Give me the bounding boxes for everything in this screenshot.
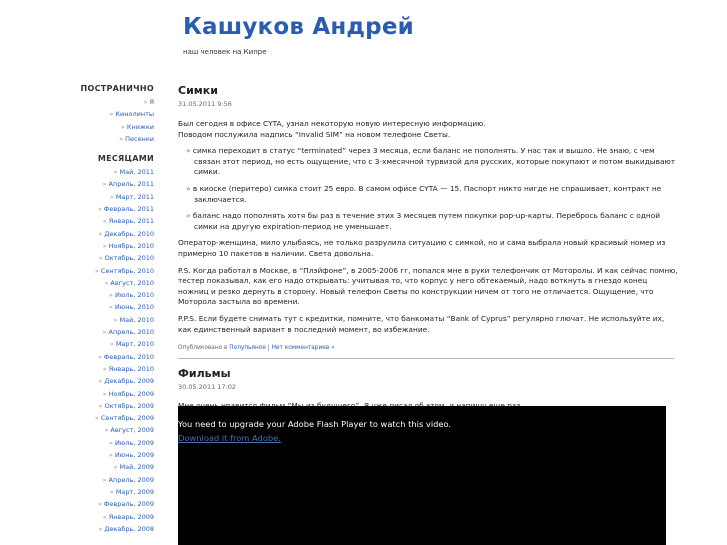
archive-month-link[interactable]: Январь, 2010	[108, 364, 154, 373]
archive-month-item	[80, 511, 154, 523]
bullet-icon: »	[109, 340, 114, 349]
bullet-icon: »	[102, 180, 107, 189]
sidebar-page-link[interactable]: Я	[149, 98, 154, 106]
archive-month-item	[80, 461, 154, 473]
archive-month-item	[80, 252, 154, 264]
bullet-icon: »	[108, 451, 113, 460]
post-meta: Опубликовано в Полупьяное | Нет комментариев »	[178, 345, 335, 352]
bullet-icon: »	[120, 122, 125, 131]
archive-month-item	[80, 326, 154, 338]
archive-month-link[interactable]: Февраль, 2010	[103, 352, 154, 361]
archive-months-list	[80, 166, 154, 535]
archive-month-item	[80, 203, 154, 215]
sidebar-page-item	[80, 96, 154, 108]
video-embed[interactable]	[178, 406, 666, 545]
bullet-icon: »	[102, 475, 107, 484]
bullet-icon: »	[102, 364, 107, 373]
post-paragraph: P.P.S. Если будете снимать тут с кредитки, помните, что банкоматы “Bank of Cyprus” регулярно глючат. Не используйте их, как единственный вариант в последний момент, во избежание.	[178, 313, 665, 334]
bullet-icon: »	[102, 328, 107, 337]
download-flash-link[interactable]: Download it from Adobe.	[178, 433, 281, 443]
archive-month-link[interactable]: Октябрь, 2010	[104, 254, 154, 263]
bullet-icon: »	[109, 192, 114, 201]
post-paragraph: Был сегодня в офисе CYTA, узнал некоторую новую интересную информацию.	[178, 119, 486, 128]
archive-month-item	[80, 437, 154, 449]
list-item: » баланс надо пополнять хотя бы раз в течение этих 3 месяцев путем покупки pop-up-карты. Перебрось баланс с одной симки на другую expiration-период не уменьшает.	[186, 211, 661, 231]
archive-month-link[interactable]: Июль, 2010	[115, 291, 154, 300]
archive-month-item	[80, 498, 154, 510]
list-item: » в киоске (перитеро) симка стоит 25 евро. В самом офисе CYTA — 15. Паспорт никто нигде не спрашивает, контракт не заключается.	[186, 183, 662, 204]
archive-month-item	[80, 338, 154, 350]
archive-month-item	[80, 400, 154, 412]
sidebar-page-link[interactable]: Кинолинты	[115, 110, 154, 119]
site-title[interactable]: Кашуков Андрей	[183, 14, 414, 40]
archive-month-item	[80, 301, 154, 313]
archive-month-link[interactable]: Март, 2010	[115, 340, 154, 349]
archive-month-item	[80, 240, 154, 252]
list-item: » симка переходит в статус “terminated” через 3 месяца, если баланс не пополнять. У нас так и вышло. Не знаю, с чем связан этот период, но есть ощущение, что с 3-хмесячной турвизой для русских, которые покупают и потом выкидывают симки.	[186, 146, 676, 177]
bullet-icon: »	[109, 438, 113, 447]
archive-month-link[interactable]: Декабрь, 2008	[104, 524, 154, 533]
bullet-icon: »	[94, 266, 99, 275]
bullet-icon: »	[94, 414, 99, 423]
bullet-icon: »	[98, 524, 103, 533]
post-paragraph: Поводом послужила надпись “Invalid SIM” на новом телефоне Светы.	[178, 129, 451, 139]
post-divider	[178, 358, 674, 359]
post-date: 31.05.2011 9:56	[178, 100, 232, 108]
archive-month-link[interactable]: Ноябрь, 2010	[108, 241, 154, 250]
archive-month-link[interactable]: Декабрь, 2009	[104, 377, 154, 386]
post-list	[178, 146, 678, 232]
bullet-icon: »	[104, 278, 109, 287]
archive-month-link[interactable]: Июль, 2009	[115, 438, 154, 447]
site-header	[183, 14, 414, 56]
archive-month-link[interactable]: Август, 2009	[110, 426, 154, 435]
bullet-icon: »	[97, 352, 102, 361]
pages-heading: ПОСТРАНИЧНО	[80, 84, 154, 93]
archive-month-link[interactable]: Апрель, 2010	[108, 328, 154, 337]
archive-month-item	[80, 351, 154, 363]
archive-month-item	[80, 178, 154, 190]
bullet-icon: »	[98, 401, 103, 410]
bullet-icon: »	[109, 110, 114, 119]
bullet-icon: »	[98, 377, 103, 386]
archive-month-link[interactable]: Август, 2010	[110, 278, 154, 287]
archive-month-link[interactable]: Апрель, 2009	[108, 475, 154, 484]
months-heading: МЕСЯЦАМИ	[97, 154, 154, 164]
post-title[interactable]: Симки	[178, 84, 218, 97]
archive-month-link[interactable]: Март, 2011	[115, 192, 154, 201]
archive-month-link[interactable]: Сентябрь, 2010	[100, 266, 154, 275]
bullet-icon: »	[97, 500, 102, 509]
archive-month-item	[80, 523, 154, 535]
bullet-icon: »	[109, 291, 113, 300]
archive-month-item	[80, 486, 154, 498]
archive-month-link[interactable]: Декабрь, 2010	[104, 229, 154, 238]
archive-month-item	[80, 375, 154, 387]
archive-month-item	[80, 424, 154, 436]
post	[178, 84, 678, 359]
archive-month-item	[80, 228, 154, 240]
archive-month-link[interactable]: Январь, 2011	[108, 217, 154, 226]
bullet-icon: »	[102, 217, 107, 226]
archive-month-link[interactable]: Сентябрь, 2009	[100, 414, 154, 423]
archive-month-link[interactable]: Октябрь, 2009	[104, 401, 154, 410]
archive-month-link[interactable]: Март, 2009	[115, 487, 154, 496]
archive-month-item	[80, 215, 154, 227]
archive-month-item	[80, 388, 154, 400]
sidebar-page-link[interactable]: Песенки	[125, 134, 154, 143]
bullet-icon: »	[113, 315, 118, 324]
archive-month-item	[80, 277, 154, 289]
archive-month-item	[80, 474, 154, 486]
bullet-icon: »	[143, 98, 148, 106]
archive-month-item	[80, 191, 154, 203]
bullet-icon: »	[102, 389, 107, 398]
archive-month-item	[80, 289, 154, 301]
bullet-icon: »	[102, 512, 107, 521]
bullet-icon: »	[109, 487, 114, 496]
archive-month-link[interactable]: Июнь, 2010	[114, 303, 154, 312]
pages-list	[80, 96, 154, 145]
post-title[interactable]: Фильмы	[178, 367, 231, 381]
archive-month-item	[80, 314, 154, 326]
archive-month-link[interactable]: Ноябрь, 2009	[108, 389, 154, 398]
sidebar-page-item	[80, 133, 154, 145]
flash-upgrade-message: You need to upgrade your Adobe Flash Player to watch this video.	[178, 419, 452, 429]
archive-month-link[interactable]: Май, 2010	[119, 315, 154, 324]
archive-month-link[interactable]: Февраль, 2011	[103, 205, 154, 214]
bullet-icon: »	[104, 426, 109, 435]
bullet-icon: »	[97, 205, 102, 214]
sidebar	[80, 84, 154, 535]
archive-month-link[interactable]: Апрель, 2011	[108, 180, 154, 189]
comments-link[interactable]: Нет комментариев »	[271, 345, 335, 352]
archive-month-link[interactable]: Февраль, 2009	[103, 500, 154, 509]
sidebar-page-link[interactable]: Книжки	[126, 122, 154, 131]
bullet-icon: »	[113, 168, 118, 177]
main-content	[178, 84, 678, 422]
bullet-icon: »	[119, 134, 124, 143]
post-date: 30.05.2011 17:02	[178, 383, 237, 392]
sidebar-page-item	[80, 121, 154, 133]
archive-month-link[interactable]: Май, 2009	[119, 463, 154, 472]
sidebar-page-item	[80, 108, 154, 120]
bullet-icon: »	[113, 463, 118, 472]
archive-month-item	[80, 449, 154, 461]
archive-month-link[interactable]: Июнь, 2009	[114, 451, 154, 460]
archive-month-item	[80, 166, 154, 178]
bullet-icon: »	[98, 229, 103, 238]
bullet-icon: »	[108, 303, 113, 312]
post-paragraph: Оператор-женщина, мило улыбаясь, не только разрулила ситуацию с симкой, но и сама выбрала новый красивый номер из примерно 10 пакетов в наличии. Света довольна.	[178, 238, 666, 258]
archive-month-item	[80, 412, 154, 424]
archive-month-item	[80, 265, 154, 277]
archive-month-link[interactable]: Январь, 2009	[108, 512, 154, 521]
category-link[interactable]: Полупьяное	[229, 345, 266, 352]
post-paragraph: P.S. Когда работал в Москве, в “Плэйфоне”, в 2005-2006 гг, попался мне в руки телефончик от Моторолы. И как сейчас помню, тестер показывал, как его надо открывать: учитывая то, что корпус у него обтекаемый, надо воткнуть в гнездо конец ножниц и резко дернуть в сторону. Новый телефон Светы по конструкции ничем от того не отличается. Ощущение, что Моторола застыла во времени.	[178, 265, 678, 307]
bullet-icon: »	[98, 254, 103, 263]
archive-month-item	[80, 363, 154, 375]
site-description: наш человек на Кипре	[183, 48, 267, 56]
bullet-icon: »	[102, 241, 107, 250]
archive-month-link[interactable]: Май, 2011	[119, 168, 154, 177]
